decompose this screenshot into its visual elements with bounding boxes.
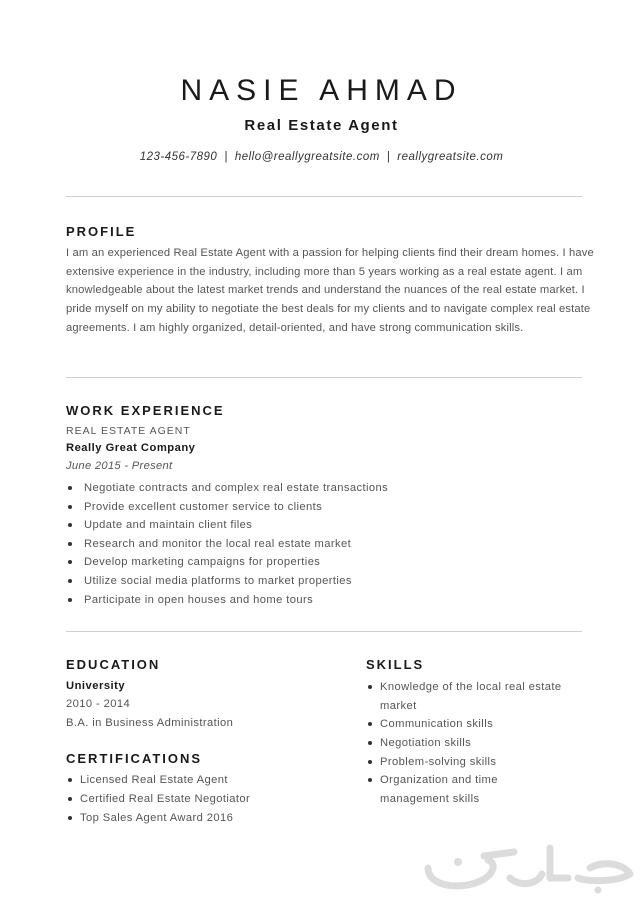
duties-list xyxy=(66,479,586,609)
list-item: Top Sales Agent Award 2016 xyxy=(52,809,332,828)
list-item: Organization and time management skills xyxy=(366,771,530,808)
certifications-heading: CERTIFICATIONS xyxy=(66,751,203,766)
job-position: REAL ESTATE AGENT xyxy=(66,425,191,437)
haraj-watermark-logo xyxy=(418,838,640,898)
certifications-list xyxy=(52,771,332,827)
bullet-icon xyxy=(68,542,72,546)
divider xyxy=(66,196,582,197)
bullet-icon xyxy=(368,760,372,764)
education-years: 2010 - 2014 xyxy=(66,698,131,710)
skills-list xyxy=(366,678,588,809)
bullet-icon xyxy=(68,560,72,564)
list-item: Participate in open houses and home tours xyxy=(66,591,586,610)
contact-separator: | xyxy=(224,151,228,163)
list-item: Utilize social media platforms to market properties xyxy=(66,572,586,591)
job-dates: June 2015 - Present xyxy=(66,460,173,472)
bullet-icon xyxy=(68,797,72,801)
list-item: Negotiate contracts and complex real estate transactions xyxy=(66,479,586,498)
list-item: Problem-solving skills xyxy=(366,753,588,772)
bullet-icon xyxy=(368,741,372,745)
phone-number: 123-456-7890 xyxy=(139,151,218,163)
list-item: Develop marketing campaigns for properties xyxy=(66,553,586,572)
bullet-icon xyxy=(368,778,372,782)
bullet-icon xyxy=(368,685,372,689)
contact-line xyxy=(0,151,643,163)
list-item: Licensed Real Estate Agent xyxy=(52,771,332,790)
resume-job-title: Real Estate Agent xyxy=(244,117,399,134)
bullet-icon xyxy=(68,505,72,509)
list-item: Provide excellent customer service to clients xyxy=(66,498,586,517)
work-experience-heading: WORK EXPERIENCE xyxy=(66,403,225,418)
bullet-icon xyxy=(68,816,72,820)
company-name: Really Great Company xyxy=(66,442,196,454)
bullet-icon xyxy=(68,778,72,782)
bullet-icon xyxy=(368,722,372,726)
divider xyxy=(66,377,582,378)
list-item: Negotiation skills xyxy=(366,734,588,753)
profile-text: I am an experienced Real Estate Agent with a passion for helping clients find their dream homes. I have extensive experience in the industry, including more than 5 years working as a real estate agent. I am knowledgeable about the latest market trends and understand the nuances of the real estate market. I pride myself on my ability to negotiate the best deals for my clients and to navigate complex real estate agreements. I am highly organized, detail-oriented, and have strong communication skills. xyxy=(66,247,594,334)
school-name: University xyxy=(66,680,126,692)
website-address: reallygreatsite.com xyxy=(397,151,504,163)
bullet-icon xyxy=(68,598,72,602)
bullet-icon xyxy=(68,523,72,527)
degree: B.A. in Business Administration xyxy=(66,717,234,729)
list-item: Research and monitor the local real estate market xyxy=(66,535,586,554)
list-item: Update and maintain client files xyxy=(66,516,586,535)
list-item: Knowledge of the local real estate market xyxy=(366,678,588,715)
education-heading: EDUCATION xyxy=(66,657,161,672)
divider xyxy=(66,631,582,632)
email-address: hello@reallygreatsite.com xyxy=(234,151,380,163)
skills-heading: SKILLS xyxy=(366,657,425,672)
profile-heading: PROFILE xyxy=(66,224,137,239)
bullet-icon xyxy=(68,486,72,490)
bullet-icon xyxy=(68,579,72,583)
list-item: Certified Real Estate Negotiator xyxy=(52,790,332,809)
list-item: Communication skills xyxy=(366,715,588,734)
resume-name: NASIE AHMAD xyxy=(180,74,463,107)
contact-separator: | xyxy=(386,151,391,163)
